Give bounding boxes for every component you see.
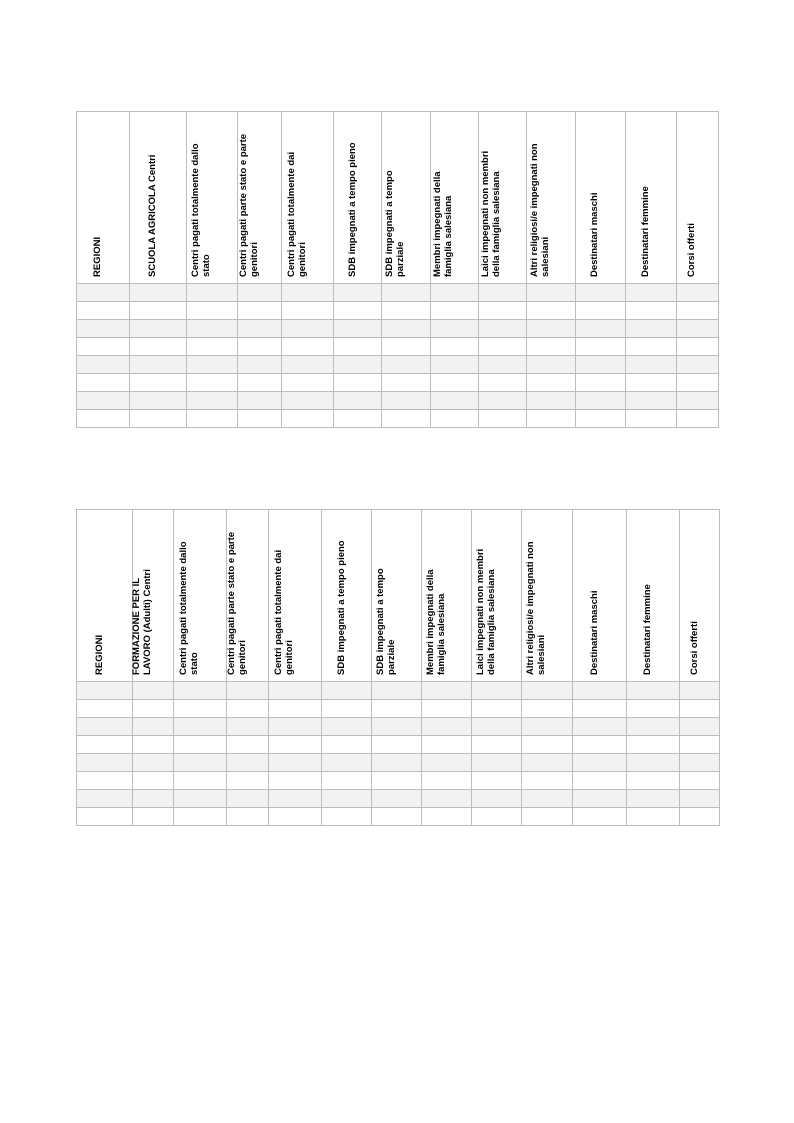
table-cell[interactable] xyxy=(238,392,282,410)
table-cell[interactable] xyxy=(187,374,238,392)
table-cell[interactable] xyxy=(522,772,573,790)
table-cell[interactable] xyxy=(282,392,334,410)
table-cell[interactable] xyxy=(522,718,573,736)
table-cell[interactable] xyxy=(282,302,334,320)
header-cell-laici: Laici impegnati non membri della famiglia salesiana xyxy=(472,510,522,682)
table-cell[interactable] xyxy=(372,736,422,754)
table-cell[interactable] xyxy=(676,284,718,302)
table-cell[interactable] xyxy=(472,790,522,808)
table-cell[interactable] xyxy=(227,772,269,790)
table-cell[interactable] xyxy=(130,392,187,410)
table-cell[interactable] xyxy=(372,754,422,772)
header-cell-centri-genitori: Centri pagati totalmente dai genitori xyxy=(282,112,334,284)
table-cell[interactable] xyxy=(680,718,720,736)
table-cell[interactable] xyxy=(130,284,187,302)
table-cell[interactable] xyxy=(269,808,322,826)
table-cell[interactable] xyxy=(422,700,472,718)
table-cell[interactable] xyxy=(269,754,322,772)
table-cell[interactable] xyxy=(627,682,680,700)
table-row xyxy=(77,302,719,320)
table-row xyxy=(77,700,720,718)
header-cell-membri-famiglia: Membri impegnati della famiglia salesiana xyxy=(430,112,478,284)
table-cell[interactable] xyxy=(334,410,382,428)
table-cell[interactable] xyxy=(238,338,282,356)
table-cell[interactable] xyxy=(282,410,334,428)
table-cell[interactable] xyxy=(187,410,238,428)
table-row xyxy=(77,410,719,428)
table-cell[interactable] xyxy=(187,338,238,356)
table-cell[interactable] xyxy=(472,772,522,790)
table-cell[interactable] xyxy=(680,790,720,808)
table-cell[interactable] xyxy=(422,772,472,790)
table-cell[interactable] xyxy=(680,808,720,826)
table-cell[interactable] xyxy=(526,410,575,428)
table-cell[interactable] xyxy=(227,718,269,736)
table-cell[interactable] xyxy=(522,736,573,754)
table-cell[interactable] xyxy=(472,700,522,718)
table-cell[interactable] xyxy=(573,736,627,754)
table-cell[interactable] xyxy=(430,392,478,410)
table-cell[interactable] xyxy=(174,790,227,808)
table-cell[interactable] xyxy=(573,790,627,808)
table-cell[interactable] xyxy=(522,700,573,718)
header-cell-destinatari-maschi: Destinatari maschi xyxy=(573,510,627,682)
table-cell[interactable] xyxy=(430,356,478,374)
table-cell[interactable] xyxy=(372,790,422,808)
table-cell[interactable] xyxy=(575,302,625,320)
table-cell[interactable] xyxy=(130,302,187,320)
table-cell[interactable] xyxy=(676,356,718,374)
table-cell[interactable] xyxy=(187,320,238,338)
table-cell[interactable] xyxy=(478,338,526,356)
table-body xyxy=(77,682,720,826)
table-cell[interactable] xyxy=(526,356,575,374)
table-cell[interactable] xyxy=(133,736,174,754)
table-cell[interactable] xyxy=(282,374,334,392)
table-cell[interactable] xyxy=(422,754,472,772)
table-cell[interactable] xyxy=(322,790,372,808)
table-cell[interactable] xyxy=(382,302,430,320)
table-cell[interactable] xyxy=(133,718,174,736)
table-cell[interactable] xyxy=(472,682,522,700)
table-cell[interactable] xyxy=(422,736,472,754)
header-cell-sdb-parziale: SDB impegnati a tempo parziale xyxy=(382,112,430,284)
table-cell[interactable] xyxy=(133,682,174,700)
table-cell[interactable] xyxy=(174,682,227,700)
header-cell-destinatari-femmine: Destinatari femmine xyxy=(627,510,680,682)
table-cell[interactable] xyxy=(430,302,478,320)
table-cell[interactable] xyxy=(269,772,322,790)
table-cell[interactable] xyxy=(130,410,187,428)
table-cell[interactable] xyxy=(627,700,680,718)
table-cell[interactable] xyxy=(625,320,676,338)
table-cell[interactable] xyxy=(227,790,269,808)
header-cell-corsi-offerti: Corsi offerti xyxy=(676,112,718,284)
table-cell[interactable] xyxy=(282,338,334,356)
table-row xyxy=(77,754,720,772)
table-cell[interactable] xyxy=(77,700,133,718)
table-cell[interactable] xyxy=(334,374,382,392)
table-cell[interactable] xyxy=(238,284,282,302)
table-cell[interactable] xyxy=(382,356,430,374)
header-cell-sdb-pieno: SDB impegnati a tempo pieno xyxy=(334,112,382,284)
table-cell[interactable] xyxy=(676,302,718,320)
table-cell[interactable] xyxy=(77,356,130,374)
table-cell[interactable] xyxy=(130,374,187,392)
table-cell[interactable] xyxy=(625,392,676,410)
table-cell[interactable] xyxy=(422,790,472,808)
table-cell[interactable] xyxy=(430,338,478,356)
table-cell[interactable] xyxy=(575,338,625,356)
table-cell[interactable] xyxy=(227,754,269,772)
table-cell[interactable] xyxy=(382,338,430,356)
header-cell-sdb-pieno: SDB impegnati a tempo pieno xyxy=(322,510,372,682)
table-cell[interactable] xyxy=(625,284,676,302)
header-cell-membri-famiglia: Membri impegnati della famiglia salesiana xyxy=(422,510,472,682)
table-cell[interactable] xyxy=(627,772,680,790)
table-cell[interactable] xyxy=(472,754,522,772)
table-cell[interactable] xyxy=(522,682,573,700)
table-cell[interactable] xyxy=(575,374,625,392)
header-cell-regioni: REGIONI xyxy=(77,510,133,682)
table-cell[interactable] xyxy=(322,700,372,718)
table-cell[interactable] xyxy=(187,356,238,374)
header-cell-scuola-agricola: SCUOLA AGRICOLA Centri xyxy=(130,112,187,284)
table-cell[interactable] xyxy=(77,320,130,338)
table-formazione-lavoro xyxy=(76,509,720,826)
table-cell[interactable] xyxy=(478,374,526,392)
table-cell[interactable] xyxy=(478,284,526,302)
table-cell[interactable] xyxy=(526,284,575,302)
table-cell[interactable] xyxy=(77,808,133,826)
table-cell[interactable] xyxy=(430,284,478,302)
table-cell[interactable] xyxy=(133,808,174,826)
table-cell[interactable] xyxy=(130,338,187,356)
table-cell[interactable] xyxy=(174,700,227,718)
table-row xyxy=(77,682,720,700)
table-cell[interactable] xyxy=(227,682,269,700)
table-cell[interactable] xyxy=(478,320,526,338)
table-row xyxy=(77,772,720,790)
table-cell[interactable] xyxy=(133,772,174,790)
table-cell[interactable] xyxy=(77,772,133,790)
table-cell[interactable] xyxy=(430,374,478,392)
table-body xyxy=(77,284,719,428)
table-cell[interactable] xyxy=(627,808,680,826)
table-cell[interactable] xyxy=(269,718,322,736)
table-cell[interactable] xyxy=(422,808,472,826)
table-cell[interactable] xyxy=(322,718,372,736)
table-cell[interactable] xyxy=(478,410,526,428)
table-cell[interactable] xyxy=(322,754,372,772)
table-cell[interactable] xyxy=(77,284,130,302)
table-row xyxy=(77,374,719,392)
header-cell-destinatari-maschi: Destinatari maschi xyxy=(575,112,625,284)
table-cell[interactable] xyxy=(187,392,238,410)
table-cell[interactable] xyxy=(422,682,472,700)
table-row xyxy=(77,808,720,826)
table-cell[interactable] xyxy=(680,754,720,772)
table-cell[interactable] xyxy=(676,374,718,392)
table-row xyxy=(77,736,720,754)
table-cell[interactable] xyxy=(238,320,282,338)
header-cell-regioni: REGIONI xyxy=(77,112,130,284)
table-cell[interactable] xyxy=(526,374,575,392)
table-cell[interactable] xyxy=(174,736,227,754)
table-cell[interactable] xyxy=(269,700,322,718)
table-cell[interactable] xyxy=(573,772,627,790)
header-cell-formazione-lavoro: FORMAZIONE PER IL LAVORO (Adulti) Centri xyxy=(133,510,174,682)
table-cell[interactable] xyxy=(526,302,575,320)
table-cell[interactable] xyxy=(334,320,382,338)
table-cell[interactable] xyxy=(77,410,130,428)
table-cell[interactable] xyxy=(269,790,322,808)
table-cell[interactable] xyxy=(334,356,382,374)
table-cell[interactable] xyxy=(77,374,130,392)
table-cell[interactable] xyxy=(680,772,720,790)
table-cell[interactable] xyxy=(187,284,238,302)
header-cell-centri-stato: Centri pagati totalmente dallo stato xyxy=(187,112,238,284)
table-cell[interactable] xyxy=(133,700,174,718)
table-cell[interactable] xyxy=(575,392,625,410)
table-cell[interactable] xyxy=(522,808,573,826)
table-cell[interactable] xyxy=(130,356,187,374)
table-cell[interactable] xyxy=(77,718,133,736)
header-row xyxy=(77,510,720,682)
table-cell[interactable] xyxy=(676,410,718,428)
header-cell-centri-stato-genitori: Centri pagati parte stato e parte genitori xyxy=(227,510,269,682)
table-cell[interactable] xyxy=(625,302,676,320)
table-cell[interactable] xyxy=(382,284,430,302)
table-cell[interactable] xyxy=(227,736,269,754)
header-cell-centri-stato: Centri pagati totalmente dallo stato xyxy=(174,510,227,682)
table-cell[interactable] xyxy=(334,392,382,410)
table-cell[interactable] xyxy=(573,682,627,700)
table-cell[interactable] xyxy=(372,772,422,790)
table-cell[interactable] xyxy=(372,700,422,718)
table-cell[interactable] xyxy=(322,772,372,790)
header-row xyxy=(77,112,719,284)
table-cell[interactable] xyxy=(322,736,372,754)
table-cell[interactable] xyxy=(77,790,133,808)
table-cell[interactable] xyxy=(472,736,522,754)
table-cell[interactable] xyxy=(575,356,625,374)
table-cell[interactable] xyxy=(269,682,322,700)
table-cell[interactable] xyxy=(422,718,472,736)
header-cell-altri-religiosi: Altri religiosi/e impegnati non salesiani xyxy=(522,510,573,682)
table-cell[interactable] xyxy=(238,302,282,320)
table-cell[interactable] xyxy=(573,808,627,826)
table-cell[interactable] xyxy=(573,700,627,718)
table-cell[interactable] xyxy=(472,718,522,736)
table-cell[interactable] xyxy=(627,736,680,754)
header-cell-destinatari-femmine: Destinatari femmine xyxy=(625,112,676,284)
table-cell[interactable] xyxy=(187,302,238,320)
table-cell[interactable] xyxy=(77,736,133,754)
table-cell[interactable] xyxy=(174,718,227,736)
table-cell[interactable] xyxy=(627,718,680,736)
table-row xyxy=(77,338,719,356)
table-cell[interactable] xyxy=(625,410,676,428)
table-cell[interactable] xyxy=(430,320,478,338)
table-cell[interactable] xyxy=(282,284,334,302)
table-cell[interactable] xyxy=(472,808,522,826)
table-scuola-agricola xyxy=(76,111,719,428)
table-cell[interactable] xyxy=(627,754,680,772)
table-cell[interactable] xyxy=(680,682,720,700)
table-cell[interactable] xyxy=(174,754,227,772)
table-row xyxy=(77,320,719,338)
table-cell[interactable] xyxy=(238,374,282,392)
table-cell[interactable] xyxy=(478,356,526,374)
table-cell[interactable] xyxy=(680,736,720,754)
table-row xyxy=(77,392,719,410)
table-cell[interactable] xyxy=(133,754,174,772)
table-cell[interactable] xyxy=(174,772,227,790)
table-cell[interactable] xyxy=(282,320,334,338)
table-cell[interactable] xyxy=(269,736,322,754)
table-cell[interactable] xyxy=(334,284,382,302)
table-cell[interactable] xyxy=(238,356,282,374)
table-cell[interactable] xyxy=(77,338,130,356)
table-cell[interactable] xyxy=(382,374,430,392)
table-cell[interactable] xyxy=(130,320,187,338)
table-cell[interactable] xyxy=(372,718,422,736)
table-cell[interactable] xyxy=(382,410,430,428)
table-cell[interactable] xyxy=(573,754,627,772)
table-row xyxy=(77,356,719,374)
table-cell[interactable] xyxy=(680,700,720,718)
table-cell[interactable] xyxy=(322,682,372,700)
table-cell[interactable] xyxy=(478,392,526,410)
header-cell-laici: Laici impegnati non membri della famiglia salesiana xyxy=(478,112,526,284)
table-cell[interactable] xyxy=(676,392,718,410)
table-cell[interactable] xyxy=(573,718,627,736)
table-cell[interactable] xyxy=(238,410,282,428)
table-cell[interactable] xyxy=(522,790,573,808)
header-cell-centri-stato-genitori: Centri pagati parte stato e parte genitori xyxy=(238,112,282,284)
table-cell[interactable] xyxy=(575,284,625,302)
table-cell[interactable] xyxy=(334,302,382,320)
table-cell[interactable] xyxy=(575,320,625,338)
table-cell[interactable] xyxy=(478,302,526,320)
table-row xyxy=(77,284,719,302)
table-cell[interactable] xyxy=(334,338,382,356)
table-cell[interactable] xyxy=(522,754,573,772)
table-cell[interactable] xyxy=(676,320,718,338)
table-cell[interactable] xyxy=(133,790,174,808)
table-cell[interactable] xyxy=(526,392,575,410)
table-cell[interactable] xyxy=(625,338,676,356)
table-cell[interactable] xyxy=(430,410,478,428)
table-cell[interactable] xyxy=(77,754,133,772)
table-cell[interactable] xyxy=(174,808,227,826)
table-cell[interactable] xyxy=(382,320,430,338)
table-cell[interactable] xyxy=(372,808,422,826)
table-cell[interactable] xyxy=(77,302,130,320)
table-cell[interactable] xyxy=(322,808,372,826)
table-cell[interactable] xyxy=(77,682,133,700)
table-row xyxy=(77,790,720,808)
table-cell[interactable] xyxy=(227,808,269,826)
header-cell-corsi-offerti: Corsi offerti xyxy=(680,510,720,682)
table-cell[interactable] xyxy=(575,410,625,428)
table-cell[interactable] xyxy=(625,356,676,374)
header-cell-centri-genitori: Centri pagati totalmente dai genitori xyxy=(269,510,322,682)
table-cell[interactable] xyxy=(526,320,575,338)
table-cell[interactable] xyxy=(676,338,718,356)
table-cell[interactable] xyxy=(625,374,676,392)
table-cell[interactable] xyxy=(77,392,130,410)
table-cell[interactable] xyxy=(382,392,430,410)
header-cell-altri-religiosi: Altri religiosi/e impegnati non salesiani xyxy=(526,112,575,284)
table-cell[interactable] xyxy=(526,338,575,356)
table-cell[interactable] xyxy=(282,356,334,374)
header-cell-sdb-parziale: SDB impegnati a tempo parziale xyxy=(372,510,422,682)
table-cell[interactable] xyxy=(227,700,269,718)
table-cell[interactable] xyxy=(627,790,680,808)
table-row xyxy=(77,718,720,736)
table-cell[interactable] xyxy=(372,682,422,700)
